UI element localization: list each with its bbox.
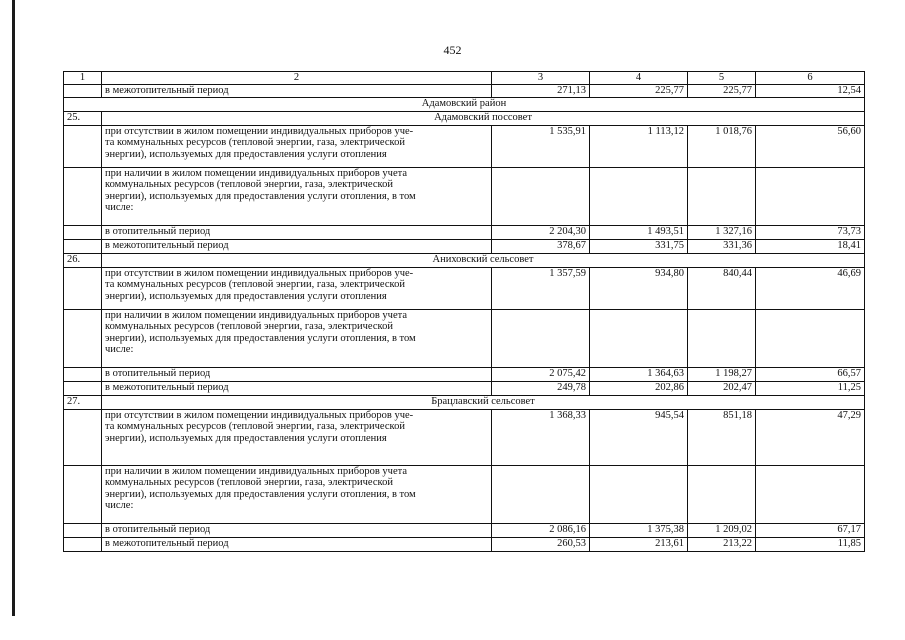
value-cell-col3: 1 535,91 <box>492 125 590 167</box>
description-line: энергии), используемых для предоставления услуги отопления, в том <box>105 488 416 500</box>
table-body <box>64 72 865 552</box>
row-index-cell <box>64 309 102 367</box>
description-line: при наличии в жилом помещении индивидуальных приборов учета <box>105 309 407 321</box>
value-cell-col6: 46,69 <box>756 267 865 309</box>
column-header: 5 <box>688 72 756 85</box>
value-cell-col5: 225,77 <box>688 85 756 98</box>
table-row <box>64 225 865 239</box>
table-row <box>64 409 865 465</box>
description-line: в межотопительный период <box>105 381 229 393</box>
row-index-cell <box>64 239 102 253</box>
row-index-cell <box>64 465 102 523</box>
section-row <box>64 395 865 409</box>
column-header: 2 <box>102 72 492 85</box>
row-index-cell <box>64 381 102 395</box>
value-cell-col4: 331,75 <box>590 239 688 253</box>
description-cell <box>102 125 492 167</box>
value-cell-col6 <box>756 167 865 225</box>
column-header: 4 <box>590 72 688 85</box>
description-cell <box>102 225 492 239</box>
description-cell <box>102 309 492 367</box>
description-line: в отопительный период <box>105 523 211 535</box>
value-cell-col4: 225,77 <box>590 85 688 98</box>
value-cell-col4: 945,54 <box>590 409 688 465</box>
value-cell-col4 <box>590 167 688 225</box>
value-cell-col6: 47,29 <box>756 409 865 465</box>
column-header: 3 <box>492 72 590 85</box>
value-cell-col3: 1 368,33 <box>492 409 590 465</box>
row-index-cell <box>64 167 102 225</box>
value-cell-col6: 11,85 <box>756 537 865 551</box>
table-row <box>64 267 865 309</box>
description-line: при наличии в жилом помещении индивидуальных приборов учета <box>105 167 407 179</box>
description-cell <box>102 537 492 551</box>
table-row <box>64 381 865 395</box>
value-cell-col4: 1 493,51 <box>590 225 688 239</box>
description-line: энергии), используемых для предоставления услуги отопления <box>105 290 387 302</box>
table-row <box>64 465 865 523</box>
description-line: при отсутствии в жилом помещении индивидуальных приборов уче- <box>105 409 414 421</box>
value-cell-col6 <box>756 309 865 367</box>
value-cell-col3: 2 204,30 <box>492 225 590 239</box>
value-cell-col5: 1 198,27 <box>688 367 756 381</box>
table-row <box>64 367 865 381</box>
row-index-cell <box>64 267 102 309</box>
description-line: при наличии в жилом помещении индивидуальных приборов учета <box>105 465 407 477</box>
section-name: Адамовский поссовет <box>102 111 865 125</box>
value-cell-col4: 1 375,38 <box>590 523 688 537</box>
section-name: Аниховский сельсовет <box>102 253 865 267</box>
table-row <box>64 85 865 98</box>
column-header: 6 <box>756 72 865 85</box>
section-row <box>64 253 865 267</box>
value-cell-col5: 331,36 <box>688 239 756 253</box>
page-number: 452 <box>443 43 462 57</box>
description-line: в отопительный период <box>105 225 211 237</box>
table-row <box>64 537 865 551</box>
value-cell-col5: 1 018,76 <box>688 125 756 167</box>
description-line: та коммунальных ресурсов (тепловой энергии, газа, электрической <box>105 137 405 149</box>
description-line: в межотопительный период <box>105 537 229 549</box>
description-line: энергии), используемых для предоставления услуги отопления, в том <box>105 190 416 202</box>
value-cell-col6: 12,54 <box>756 85 865 98</box>
value-cell-col3 <box>492 167 590 225</box>
value-cell-col3 <box>492 309 590 367</box>
row-index-cell <box>64 523 102 537</box>
description-line: при отсутствии в жилом помещении индивидуальных приборов уче- <box>105 125 414 137</box>
description-line: в межотопительный период <box>105 239 229 251</box>
value-cell-col3: 2 086,16 <box>492 523 590 537</box>
value-cell-col3: 2 075,42 <box>492 367 590 381</box>
value-cell-col4: 213,61 <box>590 537 688 551</box>
value-cell-col4: 1 364,63 <box>590 367 688 381</box>
value-cell-col3: 271,13 <box>492 85 590 98</box>
row-index-cell <box>64 85 102 98</box>
value-cell-col3: 249,78 <box>492 381 590 395</box>
description-cell <box>102 367 492 381</box>
description-line: коммунальных ресурсов (тепловой энергии, газа, электрической <box>105 477 393 489</box>
value-cell-col4 <box>590 465 688 523</box>
description-line: та коммунальных ресурсов (тепловой энергии, газа, электрической <box>105 279 405 291</box>
description-cell <box>102 465 492 523</box>
value-cell-col5 <box>688 167 756 225</box>
value-cell-col5: 851,18 <box>688 409 756 465</box>
table-row <box>64 167 865 225</box>
value-cell-col5: 1 327,16 <box>688 225 756 239</box>
description-line: коммунальных ресурсов (тепловой энергии, газа, электрической <box>105 321 393 333</box>
value-cell-col6: 67,17 <box>756 523 865 537</box>
value-cell-col6: 66,57 <box>756 367 865 381</box>
description-line: при отсутствии в жилом помещении индивидуальных приборов уче- <box>105 267 414 279</box>
value-cell-col6: 56,60 <box>756 125 865 167</box>
description-line: энергии), используемых для предоставления услуги отопления <box>105 148 387 160</box>
section-name: Брацлавский сельсовет <box>102 395 865 409</box>
value-cell-col5: 202,47 <box>688 381 756 395</box>
value-cell-col5 <box>688 309 756 367</box>
value-cell-col4: 934,80 <box>590 267 688 309</box>
value-cell-col6: 73,73 <box>756 225 865 239</box>
value-cell-col6 <box>756 465 865 523</box>
description-line: коммунальных ресурсов (тепловой энергии, газа, электрической <box>105 179 393 191</box>
row-index-cell <box>64 537 102 551</box>
description-line: числе: <box>105 202 134 214</box>
row-index-cell <box>64 367 102 381</box>
description-line: числе: <box>105 500 134 512</box>
description-line: энергии), используемых для предоставления услуги отопления <box>105 432 387 444</box>
section-number: 25. <box>64 111 102 125</box>
row-index-cell <box>64 409 102 465</box>
row-index-cell <box>64 125 102 167</box>
district-row <box>64 97 865 111</box>
value-cell-col3 <box>492 465 590 523</box>
description-line: числе: <box>105 344 134 356</box>
description-cell <box>102 239 492 253</box>
value-cell-col4: 202,86 <box>590 381 688 395</box>
description-line: в отопительный период <box>105 367 211 379</box>
description-line: энергии), используемых для предоставления услуги отопления, в том <box>105 332 416 344</box>
description-line: та коммунальных ресурсов (тепловой энергии, газа, электрической <box>105 421 405 433</box>
value-cell-col5: 1 209,02 <box>688 523 756 537</box>
value-cell-col4 <box>590 309 688 367</box>
scan-border-line <box>12 0 15 616</box>
value-cell-col5: 840,44 <box>688 267 756 309</box>
section-row <box>64 111 865 125</box>
description-cell <box>102 381 492 395</box>
tariff-table <box>63 71 865 552</box>
table-row <box>64 523 865 537</box>
value-cell-col3: 1 357,59 <box>492 267 590 309</box>
district-name: Адамовский район <box>64 97 865 111</box>
column-header: 1 <box>64 72 102 85</box>
value-cell-col3: 378,67 <box>492 239 590 253</box>
column-number-row <box>64 72 865 85</box>
description-line: в межотопительный период <box>105 85 229 96</box>
value-cell-col6: 11,25 <box>756 381 865 395</box>
value-cell-col6: 18,41 <box>756 239 865 253</box>
description-cell <box>102 409 492 465</box>
value-cell-col3: 260,53 <box>492 537 590 551</box>
section-number: 27. <box>64 395 102 409</box>
description-cell <box>102 85 492 98</box>
value-cell-col5: 213,22 <box>688 537 756 551</box>
table-row <box>64 309 865 367</box>
row-index-cell <box>64 225 102 239</box>
table-row <box>64 125 865 167</box>
description-cell <box>102 167 492 225</box>
section-number: 26. <box>64 253 102 267</box>
value-cell-col5 <box>688 465 756 523</box>
description-cell <box>102 267 492 309</box>
table-row <box>64 239 865 253</box>
value-cell-col4: 1 113,12 <box>590 125 688 167</box>
description-cell <box>102 523 492 537</box>
